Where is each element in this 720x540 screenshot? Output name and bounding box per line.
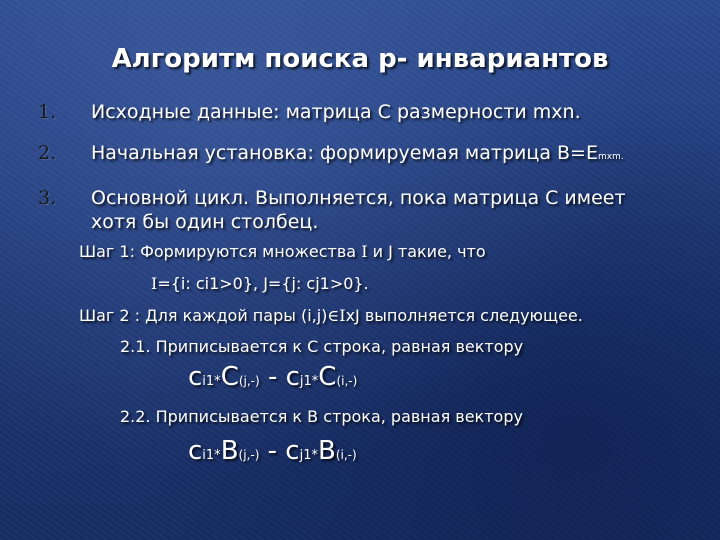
step2-line (79, 305, 583, 326)
formula-subscript: j1* (299, 448, 318, 463)
list-number: 1. (38, 101, 57, 123)
formula-b-vector (188, 436, 357, 471)
step1-line (79, 241, 486, 262)
element-of-symbol: ∈ (327, 306, 340, 325)
numbered-list (38, 100, 698, 234)
formula-term: c (188, 436, 203, 466)
list-text-line1: Основной цикл. Выполняется, пока матрица С имеет (91, 187, 626, 209)
formula-subscript: (i,-) (336, 374, 358, 388)
formula-term: c (188, 362, 203, 392)
formula-subscript: (j,-) (238, 448, 260, 462)
set-definitions: ={i: ci1>0}, J={j: cj1>0}. (157, 274, 369, 293)
formula-term: B (317, 436, 336, 466)
formula-subscript: j1* (299, 374, 319, 389)
formula-c-vector (188, 362, 357, 397)
list-item (38, 141, 698, 169)
set-I-symbol: I (339, 306, 346, 325)
formula-subscript: (i,-) (335, 448, 357, 462)
formula-minus: - (259, 362, 286, 392)
formula-subscript: (j,-) (238, 374, 260, 388)
list-text-main: Начальная установка: формируемая матрица B=E (91, 142, 598, 164)
list-item (38, 100, 698, 124)
formula-term: C (220, 362, 239, 392)
set-I-symbol: I (151, 274, 158, 293)
list-text: Исходные данные: матрица С размерности mxn. (91, 101, 581, 123)
substep-2-1: 2.1. Приписывается к С строка, равная вектору (120, 337, 524, 356)
list-number: 2. (38, 142, 57, 164)
list-item (38, 186, 698, 234)
list-text-line2: хотя бы один столбец. (91, 211, 319, 233)
formula-term: B (220, 436, 239, 466)
step1-text-a: Шаг 1: Формируются множества (79, 242, 362, 261)
formula-minus: - (259, 436, 286, 466)
formula-term: c (285, 436, 300, 466)
step1-text-b: и J такие, что (367, 242, 486, 261)
list-text-subscript: mxm. (597, 152, 624, 162)
formula-subscript: i1* (202, 374, 221, 389)
formula-term: C (318, 362, 337, 392)
set-I-symbol: I (361, 242, 368, 261)
step2-text-b: xJ выполняется следующее. (345, 306, 583, 325)
formula-subscript: i1* (202, 448, 221, 463)
substep-2-2: 2.2. Приписывается к B строка, равная вектору (120, 407, 523, 426)
formula-term: c (285, 362, 300, 392)
slide-title: Алгоритм поиска р- инвариантов (111, 44, 609, 74)
list-text (91, 141, 698, 169)
step2-text-a: Шаг 2 : Для каждой пары (i,j) (79, 306, 328, 325)
list-number: 3. (38, 187, 57, 209)
step1-sets-line (151, 273, 369, 294)
